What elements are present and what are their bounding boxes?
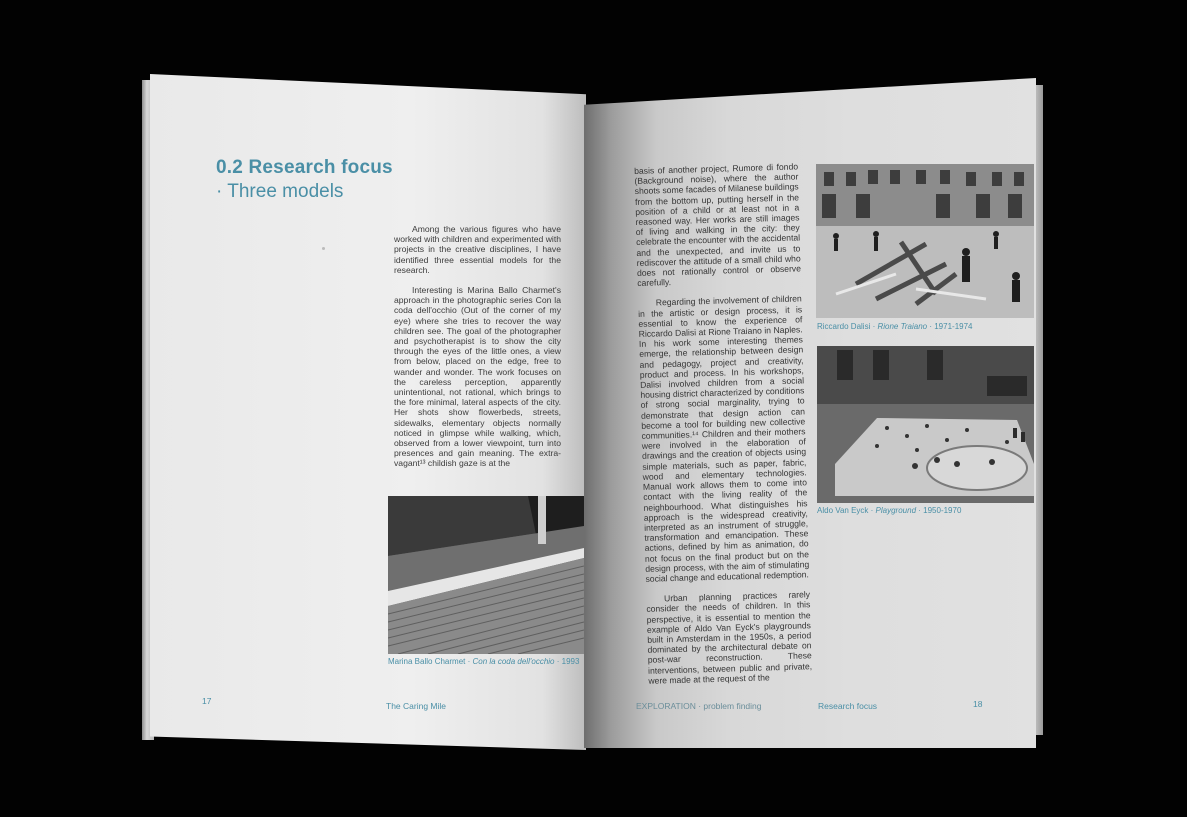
caption-ballo-charmet — [388, 657, 579, 666]
page-mark — [322, 247, 325, 250]
right-running-title: Research focus — [818, 701, 878, 711]
left-text-column — [394, 224, 561, 479]
photo-rione-traiano — [816, 164, 1034, 318]
caption-van-eyck — [817, 506, 961, 515]
left-running-title: The Caring Mile — [386, 701, 446, 711]
photo-playground — [817, 346, 1034, 503]
section-title: 0.2 Research focus — [216, 157, 393, 178]
caption-dalisi — [817, 322, 973, 331]
right-text-column — [634, 161, 813, 695]
left-page-number: 17 — [202, 696, 212, 706]
caption-work: Rione Traiano — [877, 322, 928, 331]
caption-year: · 1971-1974 — [927, 322, 973, 331]
footer-section-name: EXPLORATION — [636, 701, 696, 711]
photo-sidewalk — [388, 496, 584, 654]
caption-author: Aldo Van Eyck · — [817, 506, 876, 515]
caption-work: Con la coda dell'occhio — [472, 657, 555, 666]
caption-work: Playground — [875, 506, 917, 515]
right-footer-section — [636, 701, 762, 711]
caption-year: · 1993 — [554, 657, 580, 666]
right-paragraph-3: Urban planning practices rarely consider the needs of children. In this perspective, it is essential to mention the example of Aldo Van Eyck's playgrounds built in Amsterdam in the 1950s, a period dominated by the architectural debate on post-war reconstruction. These interventions, between public and private, were made at the request of the — [646, 589, 813, 686]
caption-author: Riccardo Dalisi · — [817, 322, 878, 331]
section-subtitle: · Three models — [216, 181, 344, 202]
left-paragraph-1: Among the various figures who have worked with children and experimented with projects in the creative disciplines, I have identified three essential models for the research. — [394, 224, 561, 275]
right-paragraph-1: basis of another project, Rumore di fondo (Background noise), where the author shoots some facades of Milanese buildings from the bottom up, putting herself in the position of a child or at least not in a reasoned way. Her works are still images of living and walking in the city: they celebrate the encounter with the accidental and the unexpected, and invite us to rediscover the attitude of a small child who does not rationally control or observe carefully. — [634, 161, 802, 289]
right-page-number: 18 — [973, 699, 983, 709]
caption-author: Marina Ballo Charmet · — [388, 657, 473, 666]
left-paragraph-2: Interesting is Marina Ballo Charmet's approach in the photographic series Con la coda dell'occhio (Out of the corner of my eye) where she tries to recover the way children see. The goal of the photographer and psychotherapist is to show the city through the eyes of the little ones, a view from below, placed on the edge, free to wander and wonder. The work focuses on the careless perception, apparently unintentional, not rational, which brings to the fore minimal, lateral aspects of the city. Her shots show flowerbeds, streets, sidewalks, elementary objects normally noticed in glimpse while walking, which, observed from a lower viewpoint, turn into presences and gain meaning. The extra-vagant¹³ childish gaze is at the — [394, 285, 561, 469]
footer-section-sub: · problem finding — [695, 701, 762, 711]
right-paragraph-2: Regarding the involvement of children in the artistic or design process, it is essential to know the experience of Riccardo Dalisi at Rione Traiano in Naples. In his work some interesting themes emerge, the relationship between design and pedagogy, project and creativity, product and process. In his workshops, Dalisi involved children from a social housing district characterized by conditions of strong social marginality, trying to demonstrate that design action can become a tool for building new collective communities.¹⁴ Children and their mothers were involved in the elaboration of drawings and the creation of objects using simple materials, such as paper, fabric, wood and elementary technologies. Manual work allows them to come into contact with the living reality of the neighbourhood. What distinguishes his approach is the widespread creativity, interpreted as an instrument of struggle, transformation and emancipation. These actions, defined by him as animation, do not focus on the final product but on the design process, with the aim of stimulating social change and educational redemption. — [637, 293, 810, 584]
caption-year: · 1950-1970 — [916, 506, 962, 515]
